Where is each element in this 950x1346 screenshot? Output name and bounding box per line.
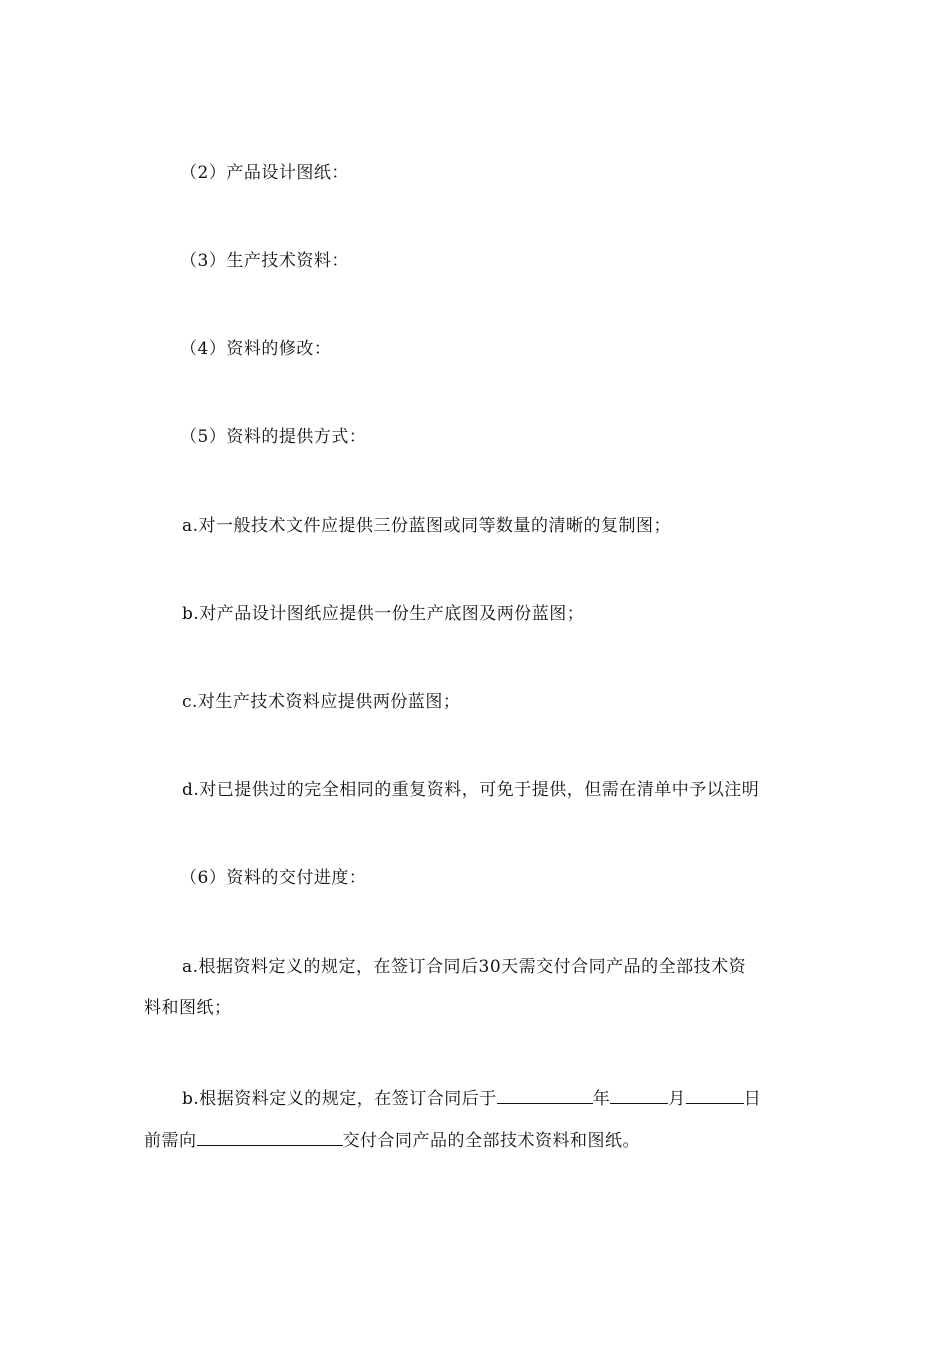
item-3-production-technical-data: （3）生产技术资料： xyxy=(180,251,349,271)
item-6b-line-2 xyxy=(144,1128,640,1152)
item-6b-recipient-prefix: 前需向 xyxy=(144,1131,197,1151)
day-label: 日 xyxy=(743,1089,762,1109)
item-5b-product-design-drawings: b.对产品设计图纸应提供一份生产底图及两份蓝图； xyxy=(182,604,585,624)
item-2-product-design-drawings: （2）产品设计图纸： xyxy=(180,163,349,183)
item-5a-general-technical-files: a.对一般技术文件应提供三份蓝图或同等数量的清晰的复制图； xyxy=(182,516,672,536)
item-5d-duplicate-data: d.对已提供过的完全相同的重复资料，可免于提供，但需在清单中予以注明 xyxy=(182,780,760,800)
item-6b-recipient-suffix: 交付合同产品的全部技术资料和图纸。 xyxy=(342,1131,640,1151)
item-5c-production-technical-data: c.对生产技术资料应提供两份蓝图； xyxy=(182,692,461,712)
item-4-data-modification: （4）资料的修改： xyxy=(180,339,332,359)
item-6a-line-1: a.根据资料定义的规定，在签订合同后30天需交付合同产品的全部技术资 xyxy=(182,957,747,977)
item-6a-line-2: 料和图纸； xyxy=(144,998,232,1018)
item-6b-text: b.根据资料定义的规定，在签订合同后于 xyxy=(182,1089,497,1109)
year-label: 年 xyxy=(592,1089,611,1109)
day-blank[interactable] xyxy=(686,1086,744,1104)
month-blank[interactable] xyxy=(610,1086,668,1104)
year-blank[interactable] xyxy=(497,1086,593,1104)
item-6-delivery-schedule: （6）资料的交付进度： xyxy=(180,868,367,888)
item-5-data-provision-method: （5）资料的提供方式： xyxy=(180,427,367,447)
item-6b-line-1 xyxy=(182,1086,761,1110)
month-label: 月 xyxy=(668,1089,686,1109)
recipient-blank[interactable] xyxy=(197,1128,343,1146)
